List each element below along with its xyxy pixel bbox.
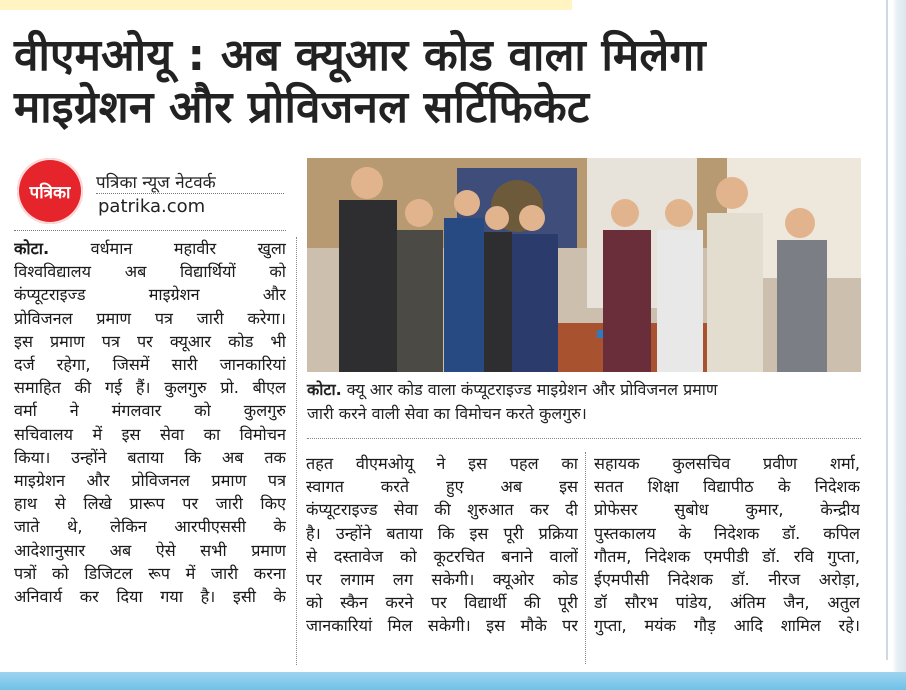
article-line [14,260,286,283]
caption-line-2: जारी करने वाली सेवा का विमोचन करते कुलगुरु। [307,404,587,423]
article-line [14,585,286,608]
article-line [14,399,286,422]
article-line [14,446,286,469]
article-line-text: वर्मा ने मंगलवार को कुलगुरु [14,401,286,421]
article-column-3 [594,452,860,638]
article-line [14,539,286,562]
top-highlight-band [0,0,572,10]
article-line-text: किया। उन्होंने बताया कि अब तक [14,447,286,467]
byline-separator [14,230,286,231]
article-line-text: माइग्रेशन और प्रोविजनल प्रमाण पत्र [14,471,286,491]
caption-divider [307,438,861,439]
byline-network: पत्रिका न्यूज नेटवर्क [96,173,216,193]
patrika-logo-text: पत्रिका [29,182,71,203]
article-column-1 [14,237,286,608]
caption-dateline: कोटा. [307,380,342,399]
article-line-text: प्रोविजनल प्रमाण पत्र जारी करेगा। [14,308,286,328]
headline [14,30,864,134]
article-line: कंप्यूटराइज्ड सेवा की शुरुआत कर दी [306,500,578,520]
article-line: जानकारियां मिल सकेगी। इस मौके पर [306,616,578,636]
article-line: को स्कैन करने पर विद्यार्थी की पूरी [306,593,578,613]
article-column-2 [306,452,578,638]
article-line: से दस्तावेज को कूटरचित बनाने वालों [306,546,578,566]
article-line [14,307,286,330]
article-line: प्रोफेसर सुबोध कुमार, केन्द्रीय [594,500,860,520]
article-line: डॉ सौरभ पांडेय, अंतिम जैन, अतुल [594,593,860,613]
page-edge [892,0,906,690]
article-line-text: जाते थे, लेकिन आरपीएससी के [14,517,286,537]
column-divider [585,452,586,664]
photo-caption [307,378,861,426]
column-divider [296,237,297,665]
article-line [14,562,286,585]
article-line [14,515,286,538]
article-line [14,469,286,492]
article-line: है। उन्होंने बताया कि इस पूरी प्रक्रिया [306,523,578,543]
news-photo [307,158,861,372]
article-line [14,353,286,376]
article-line [14,237,286,260]
article-line: गुप्ता, मयंक गौड़ आदि शामिल रहे। [594,616,860,636]
article-line: तहत वीएमओयू ने इस पहल का [306,454,578,473]
article-line-text: वर्धमान महावीर खुला [49,239,286,258]
article-line-text: आदेशानुसार अब ऐसे सभी प्रमाण [14,540,286,560]
article-line: पुस्तकालय के निदेशक डॉ. कपिल [594,523,860,543]
article-line [14,492,286,515]
article-line: सहायक कुलसचिव प्रवीण शर्मा, [594,454,860,473]
article-line: सतत शिक्षा विद्यापीठ के निदेशक [594,477,860,497]
article-line [14,423,286,446]
article-line [14,376,286,399]
article-line: पर लगाम लग सकेगी। क्यूओर कोड [306,570,578,590]
bottom-band [0,672,906,690]
patrika-logo [17,158,83,224]
article-line-text: हाथ से लिखे प्रारूप पर जारी किए [14,494,286,514]
article-line: गौतम, निदेशक एमपीडी डॉ. रवि गुप्ता, [594,546,860,566]
article-line-text: सचिवालय में इस सेवा का विमोचन [14,424,286,444]
article-dateline: कोटा. [14,239,50,258]
article-line-text: पत्रों को डिजिटल रूप में जारी करना [14,563,286,583]
article-line [14,283,286,306]
article-line-text: इस प्रमाण पत्र पर क्यूआर कोड भी [14,331,286,351]
article-line-text: दर्ज रहेगा, जिसमें सारी जानकारियां [14,355,286,375]
article-line-text: विश्वविद्यालय अब विद्यार्थियों को [14,262,286,282]
page-edge-rule [886,0,888,660]
byline-site: patrika.com [98,196,206,217]
article-line [14,330,286,353]
caption-line-1: क्यू आर कोड वाला कंप्यूटराइज्ड माइग्रेशन और प्रोविजनल प्रमाण [341,380,718,399]
headline-line-2: माइग्रेशन और प्रोविजनल सर्टिफिकेट [14,82,590,133]
byline-divider [96,193,284,194]
article-line-text: समाहित की गई हैं। कुलगुरु प्रो. बीएल [14,378,286,398]
article-line-text: अनिवार्य कर दिया गया है। इसी के [14,587,286,607]
headline-line-1: वीएमओयू : अब क्यूआर कोड वाला मिलेगा [14,30,706,81]
article-line-text: कंप्यूटराइज्ड माइग्रेशन और [14,285,286,305]
article-line: ईएमपीसी निदेशक डॉ. नीरज अरोड़ा, [594,570,860,590]
group-photo-illustration [307,158,861,372]
article-line: स्वागत करते हुए अब इस [306,477,578,497]
